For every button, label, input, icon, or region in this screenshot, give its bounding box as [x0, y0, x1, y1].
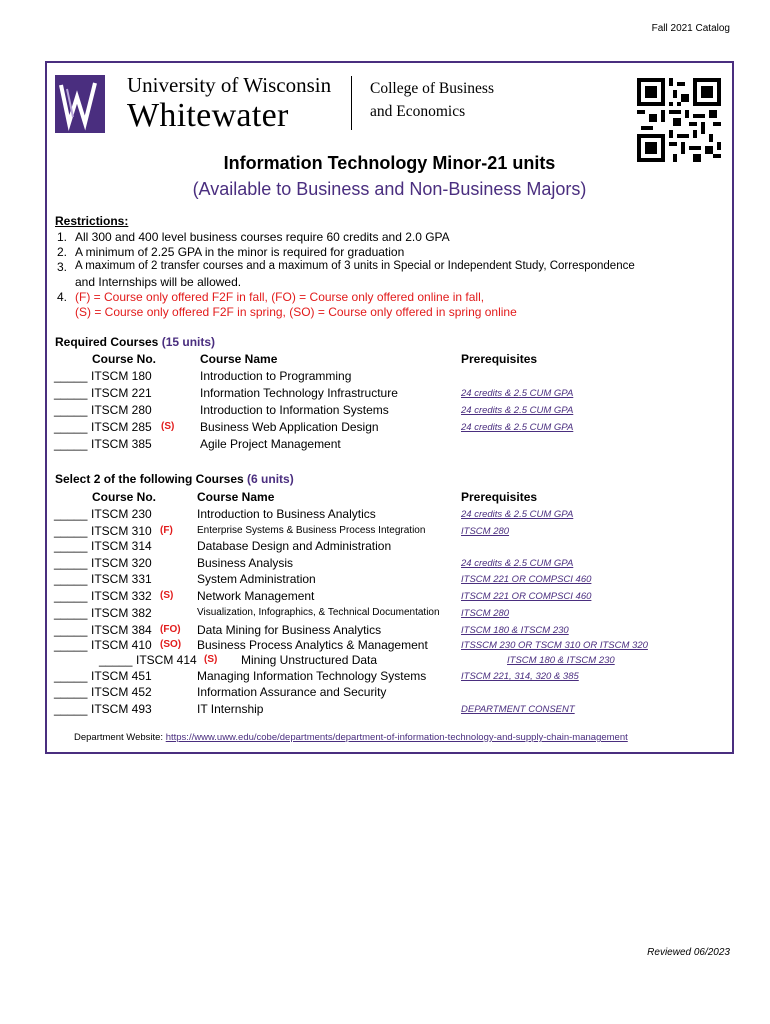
checkbox-blank[interactable]: _____	[54, 572, 88, 586]
checkbox-blank[interactable]: _____	[54, 606, 88, 620]
course-number: ITSCM 414	[136, 653, 197, 667]
prerequisite-link[interactable]: ITSSCM 230 OR TSCM 310 OR ITSCM 320	[461, 640, 648, 651]
prerequisite-link[interactable]: 24 credits & 2.5 CUM GPA	[461, 405, 574, 416]
restriction-num-4: 4.	[57, 290, 68, 304]
course-number: ITSCM 385	[91, 437, 152, 451]
course-name: Introduction to Programming	[200, 369, 352, 383]
checkbox-blank[interactable]: _____	[54, 685, 88, 699]
col-prerequisites: Prerequisites	[461, 490, 538, 504]
restriction-item: A maximum of 2 transfer courses and a maximum of 3 units in Special or Independent Study, Correspondence	[75, 260, 635, 272]
reviewed-label: Reviewed 06/2023	[647, 947, 730, 958]
course-name: Database Design and Administration	[197, 539, 392, 553]
checkbox-blank[interactable]: _____	[54, 589, 88, 603]
campus-name: Whitewater	[127, 97, 289, 134]
prerequisite-link[interactable]: ITSCM 221 OR COMPSCI 460	[461, 574, 592, 585]
col-course-name: Course Name	[197, 490, 275, 504]
col-course-no: Course No.	[92, 490, 157, 504]
college-name-2: and Economics	[370, 103, 466, 120]
required-heading-text: Required Courses	[55, 335, 159, 349]
course-offering-tag: (F)	[160, 525, 173, 536]
checkbox-blank[interactable]: _____	[54, 386, 88, 400]
prerequisite-link[interactable]: ITSCM 180 & ITSCM 230	[461, 625, 569, 636]
course-number: ITSCM 332	[91, 589, 152, 603]
checkbox-blank[interactable]: _____	[54, 623, 88, 637]
course-number: ITSCM 180	[91, 369, 152, 383]
course-offering-tag: (SO)	[160, 639, 182, 650]
course-number: ITSCM 230	[91, 507, 152, 521]
checkbox-blank[interactable]: _____	[99, 653, 133, 667]
checkbox-blank[interactable]: _____	[54, 702, 88, 716]
course-number: ITSCM 382	[91, 606, 152, 620]
checkbox-blank[interactable]: _____	[54, 556, 88, 570]
checkbox-blank[interactable]: _____	[54, 420, 88, 434]
restriction-item: and Internships will be allowed.	[75, 275, 242, 289]
course-name: Mining Unstructured Data	[241, 653, 378, 667]
course-offering-tag: (FO)	[160, 624, 181, 635]
col-prerequisites: Prerequisites	[461, 352, 538, 366]
course-number: ITSCM 410	[91, 638, 152, 652]
course-name: Business Process Analytics & Management	[197, 638, 428, 652]
course-number: ITSCM 452	[91, 685, 152, 699]
prerequisite-link[interactable]: DEPARTMENT CONSENT	[461, 704, 575, 715]
uww-logo-icon	[55, 75, 105, 133]
course-name: Business Analysis	[197, 556, 294, 570]
prerequisite-link[interactable]: 24 credits & 2.5 CUM GPA	[461, 422, 574, 433]
course-name: Data Mining for Business Analytics	[197, 623, 382, 637]
course-name: IT Internship	[197, 702, 264, 716]
page-subtitle: (Available to Business and Non-Business Majors)	[192, 179, 587, 199]
prerequisite-link[interactable]: 24 credits & 2.5 CUM GPA	[461, 388, 574, 399]
restriction-num-1: 1.	[57, 230, 68, 244]
course-name: Business Web Application Design	[200, 420, 379, 434]
course-number: ITSCM 384	[91, 623, 152, 637]
qr-code-icon[interactable]	[637, 77, 721, 163]
restriction-item: (S) = Course only offered F2F in spring, (SO) = Course only offered in spring online	[75, 305, 517, 319]
university-name: University of Wisconsin	[127, 73, 332, 97]
required-heading	[55, 335, 215, 349]
restriction-item: All 300 and 400 level business courses require 60 credits and 2.0 GPA	[75, 230, 450, 244]
course-name: Visualization, Infographics, & Technical Documentation	[197, 607, 440, 618]
restriction-item: A minimum of 2.25 GPA in the minor is required for graduation	[75, 245, 405, 259]
prerequisite-link[interactable]: ITSCM 280	[461, 526, 510, 537]
course-number: ITSCM 285	[91, 420, 152, 434]
department-website-link[interactable]: https://www.uww.edu/cobe/departments/department-of-information-technology-and-supply-chain-management	[165, 732, 628, 743]
checkbox-blank[interactable]: _____	[54, 669, 88, 683]
checkbox-blank[interactable]: _____	[54, 507, 88, 521]
checkbox-blank[interactable]: _____	[54, 369, 88, 383]
course-name: Network Management	[197, 589, 315, 603]
course-name: Information Technology Infrastructure	[200, 386, 398, 400]
course-name: Information Assurance and Security	[197, 685, 387, 699]
prerequisite-link[interactable]: 24 credits & 2.5 CUM GPA	[461, 558, 574, 569]
course-number: ITSCM 320	[91, 556, 152, 570]
catalog-sheet	[45, 61, 734, 754]
course-number: ITSCM 451	[91, 669, 152, 683]
col-course-name: Course Name	[200, 352, 278, 366]
course-offering-tag: (S)	[160, 590, 174, 601]
prerequisite-link[interactable]: ITSCM 221, 314, 320 & 385	[461, 671, 579, 682]
checkbox-blank[interactable]: _____	[54, 539, 88, 553]
divider	[351, 76, 352, 130]
course-number: ITSCM 331	[91, 572, 152, 586]
course-number: ITSCM 221	[91, 386, 152, 400]
website-label: Department Website:	[74, 732, 164, 743]
course-offering-tag: (S)	[204, 654, 218, 665]
prerequisite-link[interactable]: 24 credits & 2.5 CUM GPA	[461, 509, 574, 520]
course-number: ITSCM 280	[91, 403, 152, 417]
course-name: Agile Project Management	[200, 437, 341, 451]
course-name: Introduction to Information Systems	[200, 403, 389, 417]
restriction-num-3: 3.	[57, 260, 68, 274]
restriction-item: (F) = Course only offered F2F in fall, (FO) = Course only offered online in fall,	[75, 290, 485, 304]
course-name: System Administration	[197, 572, 316, 586]
elective-heading-text: Select 2 of the following Courses	[55, 472, 244, 486]
restriction-num-2: 2.	[57, 245, 68, 259]
col-course-no: Course No.	[92, 352, 157, 366]
checkbox-blank[interactable]: _____	[54, 638, 88, 652]
department-website	[74, 732, 628, 743]
course-number: ITSCM 314	[91, 539, 152, 553]
course-number: ITSCM 493	[91, 702, 152, 716]
prerequisite-link[interactable]: ITSCM 280	[461, 608, 510, 619]
college-name: College of Business	[370, 80, 494, 97]
elective-heading	[55, 472, 294, 486]
course-name: Managing Information Technology Systems	[197, 669, 427, 683]
required-units: (15 units)	[161, 335, 216, 349]
checkbox-blank[interactable]: _____	[54, 437, 88, 451]
catalog-label: Fall 2021 Catalog	[651, 23, 730, 34]
checkbox-blank[interactable]: _____	[54, 524, 88, 538]
prerequisite-link[interactable]: ITSCM 221 OR COMPSCI 460	[461, 591, 592, 602]
course-number: ITSCM 310	[91, 524, 152, 538]
course-name: Introduction to Business Analytics	[197, 507, 376, 521]
course-offering-tag: (S)	[161, 421, 175, 432]
elective-units: (6 units)	[247, 472, 294, 486]
restrictions-heading: Restrictions:	[55, 214, 129, 228]
page-title: Information Technology Minor-21 units	[223, 153, 556, 173]
checkbox-blank[interactable]: _____	[54, 403, 88, 417]
prerequisite-link[interactable]: ITSCM 180 & ITSCM 230	[507, 655, 615, 666]
course-name: Enterprise Systems & Business Process Integration	[197, 525, 426, 536]
